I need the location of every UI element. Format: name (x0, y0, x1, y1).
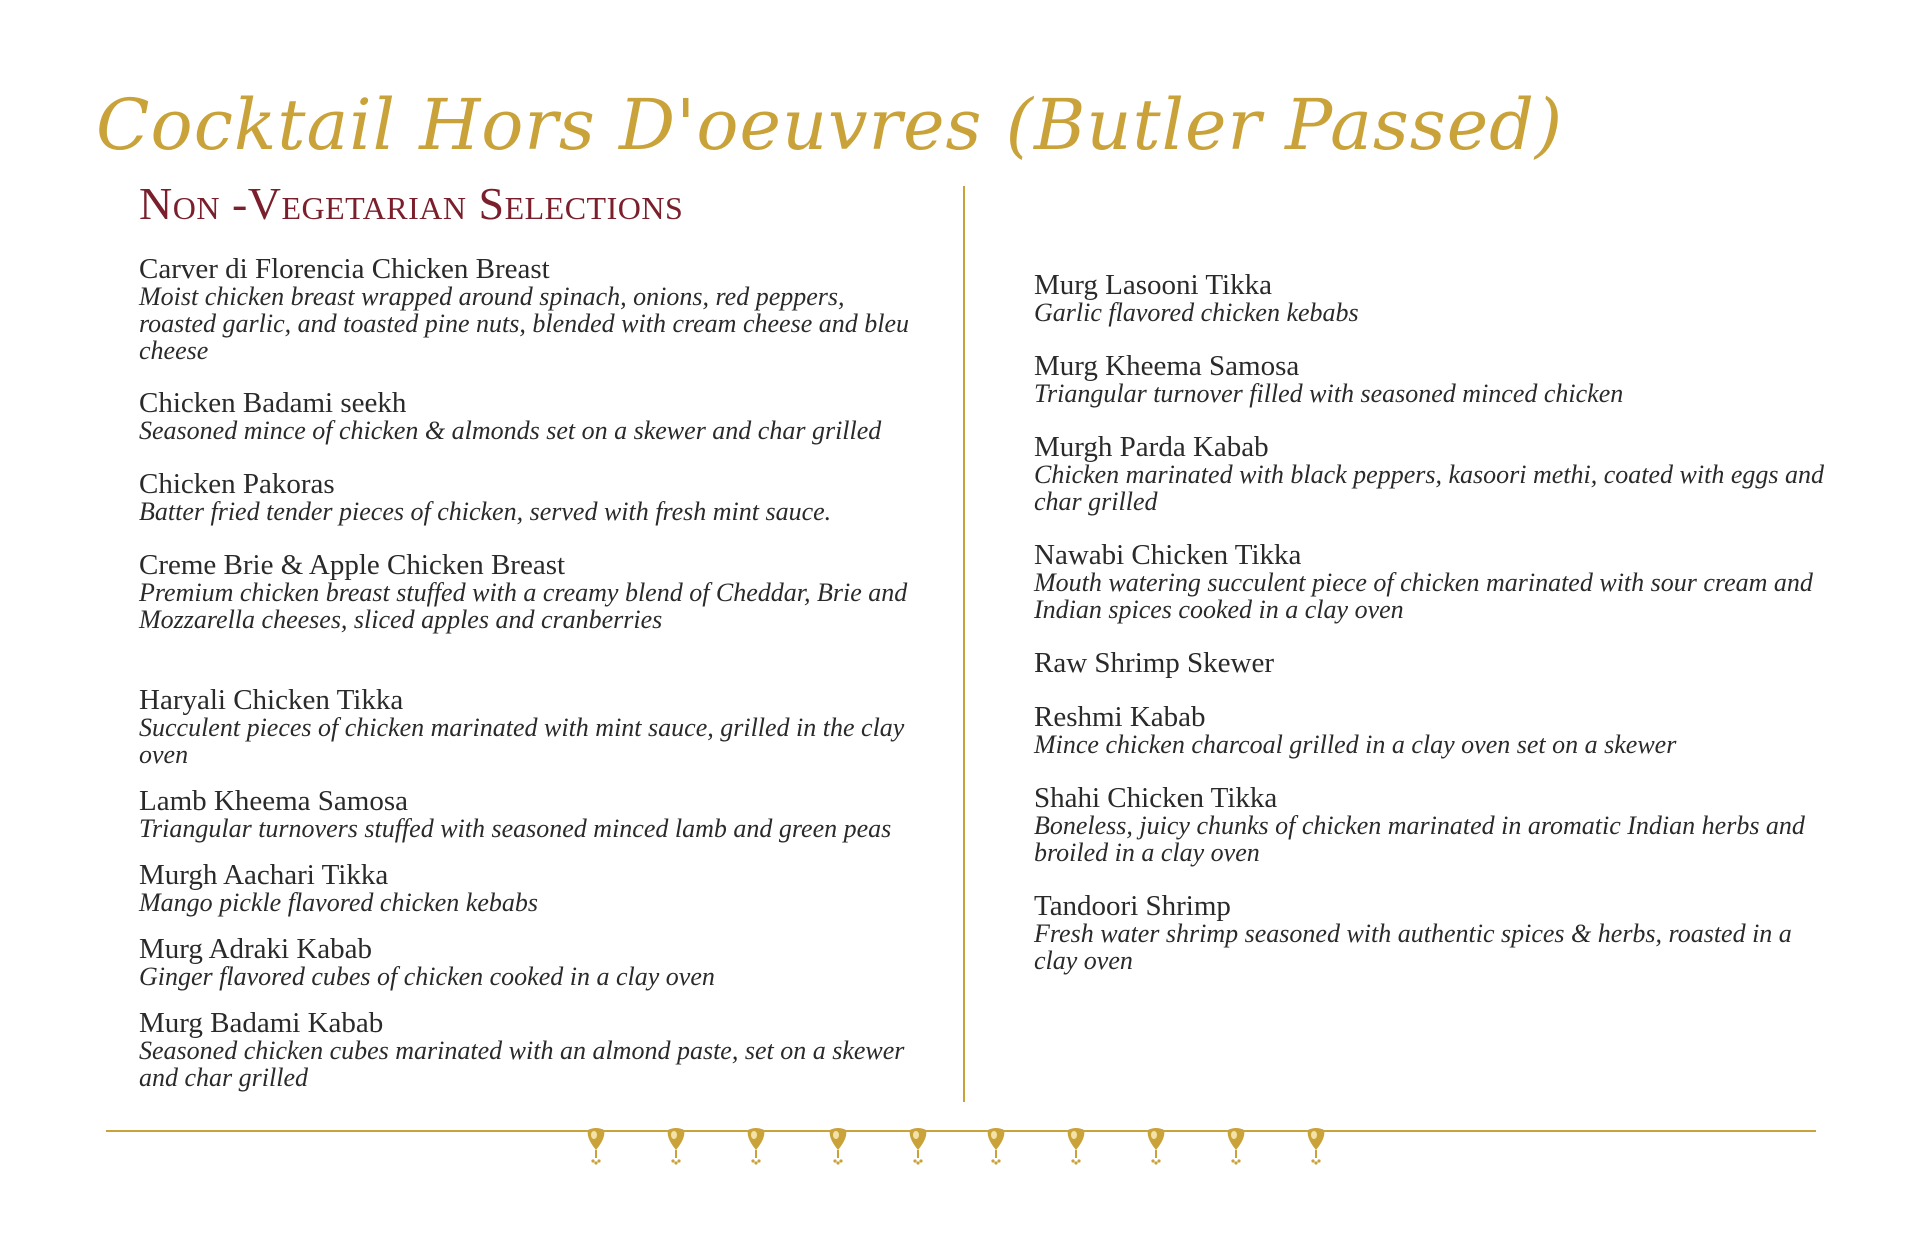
menu-item (1034, 539, 1834, 624)
gold-drop-ornament-icon (984, 1124, 1008, 1166)
gold-drop-ornament-icon (744, 1124, 768, 1166)
menu-item-name: Murg Lasooni Tikka (1034, 269, 1272, 301)
menu-item-name: Tandoori Shrimp (1034, 890, 1231, 922)
menu-item-description: Boneless, juicy chunks of chicken marinated in aromatic Indian herbs and broiled in a clay oven (1034, 811, 1805, 867)
menu-item-name: Lamb Kheema Samosa (139, 785, 408, 817)
menu-item-name: Murgh Parda Kabab (1034, 431, 1269, 463)
menu-item-description: Premium chicken breast stuffed with a creamy blend of Cheddar, Brie and Mozzarella cheeses, sliced apples and cranberries (139, 578, 908, 634)
menu-item-description: Moist chicken breast wrapped around spinach, onions, red peppers, roasted garlic, and toasted pine nuts, blended with cream cheese and bleu cheese (139, 282, 909, 365)
menu-item-description: Triangular turnover filled with seasoned minced chicken (1034, 379, 1624, 408)
menu-item-description: Mouth watering succulent piece of chicken marinated with sour cream and Indian spices cooked in a clay oven (1034, 568, 1813, 624)
menu-item-description: Batter fried tender pieces of chicken, served with fresh mint sauce. (139, 497, 832, 526)
menu-item-name: Creme Brie & Apple Chicken Breast (139, 549, 566, 581)
gold-drop-ornament-icon (584, 1124, 608, 1166)
gold-drop-ornament-icon (1064, 1124, 1088, 1166)
menu-item-description: Mince chicken charcoal grilled in a clay oven set on a skewer (1034, 730, 1677, 759)
menu-item (1034, 701, 1834, 759)
menu-item-name: Reshmi Kabab (1034, 701, 1206, 733)
menu-item-name: Murg Badami Kabab (139, 1007, 384, 1039)
menu-item-name: Murg Kheema Samosa (1034, 350, 1300, 382)
section-title: Non -Vegetarian Selections (139, 178, 684, 229)
column-divider (963, 186, 965, 1102)
gold-drop-ornament-icon (826, 1124, 850, 1166)
menu-item-name: Haryali Chicken Tikka (139, 684, 404, 716)
menu-item (1034, 890, 1834, 975)
menu-item (139, 468, 909, 526)
menu-item (139, 253, 909, 365)
menu-item-name: Carver di Florencia Chicken Breast (139, 253, 550, 285)
gold-drop-ornament-icon (664, 1124, 688, 1166)
page-title: Cocktail Hors D'oeuvres (Butler Passed) (96, 84, 1564, 166)
menu-item-description: Garlic flavored chicken kebabs (1034, 298, 1359, 327)
menu-item (1034, 782, 1834, 867)
menu-item-name: Chicken Pakoras (139, 468, 335, 500)
menu-item-name: Murgh Aachari Tikka (139, 859, 389, 891)
right-menu-column (1034, 269, 1834, 975)
menu-item-description: Succulent pieces of chicken marinated with mint sauce, grilled in the clay oven (139, 713, 905, 769)
menu-item-name: Raw Shrimp Skewer (1034, 647, 1275, 679)
menu-item-description: Seasoned chicken cubes marinated with an almond paste, set on a skewer and char grilled (139, 1036, 905, 1092)
menu-item (1034, 647, 1834, 679)
menu-item (139, 933, 909, 991)
menu-item-description: Triangular turnovers stuffed with seasoned minced lamb and green peas (139, 814, 892, 843)
menu-item (1034, 431, 1834, 516)
menu-item (139, 859, 909, 917)
gold-drop-ornament-icon (1224, 1124, 1248, 1166)
menu-item (139, 785, 909, 843)
menu-item (1034, 350, 1834, 408)
menu-item-description: Seasoned mince of chicken & almonds set on a skewer and char grilled (139, 416, 882, 445)
menu-item (1034, 269, 1834, 327)
gold-drop-ornament-icon (906, 1124, 930, 1166)
menu-item (139, 684, 909, 769)
footer-ornaments (584, 1124, 1344, 1174)
menu-item-name: Shahi Chicken Tikka (1034, 782, 1278, 814)
menu-item-description: Fresh water shrimp seasoned with authentic spices & herbs, roasted in a clay oven (1034, 919, 1792, 975)
menu-item-description: Chicken marinated with black peppers, kasoori methi, coated with eggs and char grilled (1034, 460, 1824, 516)
menu-item-description: Mango pickle flavored chicken kebabs (139, 888, 538, 917)
gold-drop-ornament-icon (1304, 1124, 1328, 1166)
menu-item-description: Ginger flavored cubes of chicken cooked in a clay oven (139, 962, 715, 991)
menu-item (139, 1007, 909, 1092)
menu-item (139, 387, 909, 445)
menu-item-name: Chicken Badami seekh (139, 387, 407, 419)
menu-item-name: Nawabi Chicken Tikka (1034, 539, 1302, 571)
gold-drop-ornament-icon (1144, 1124, 1168, 1166)
menu-item (139, 549, 909, 634)
left-menu-column (139, 253, 909, 1092)
menu-item-name: Murg Adraki Kabab (139, 933, 373, 965)
